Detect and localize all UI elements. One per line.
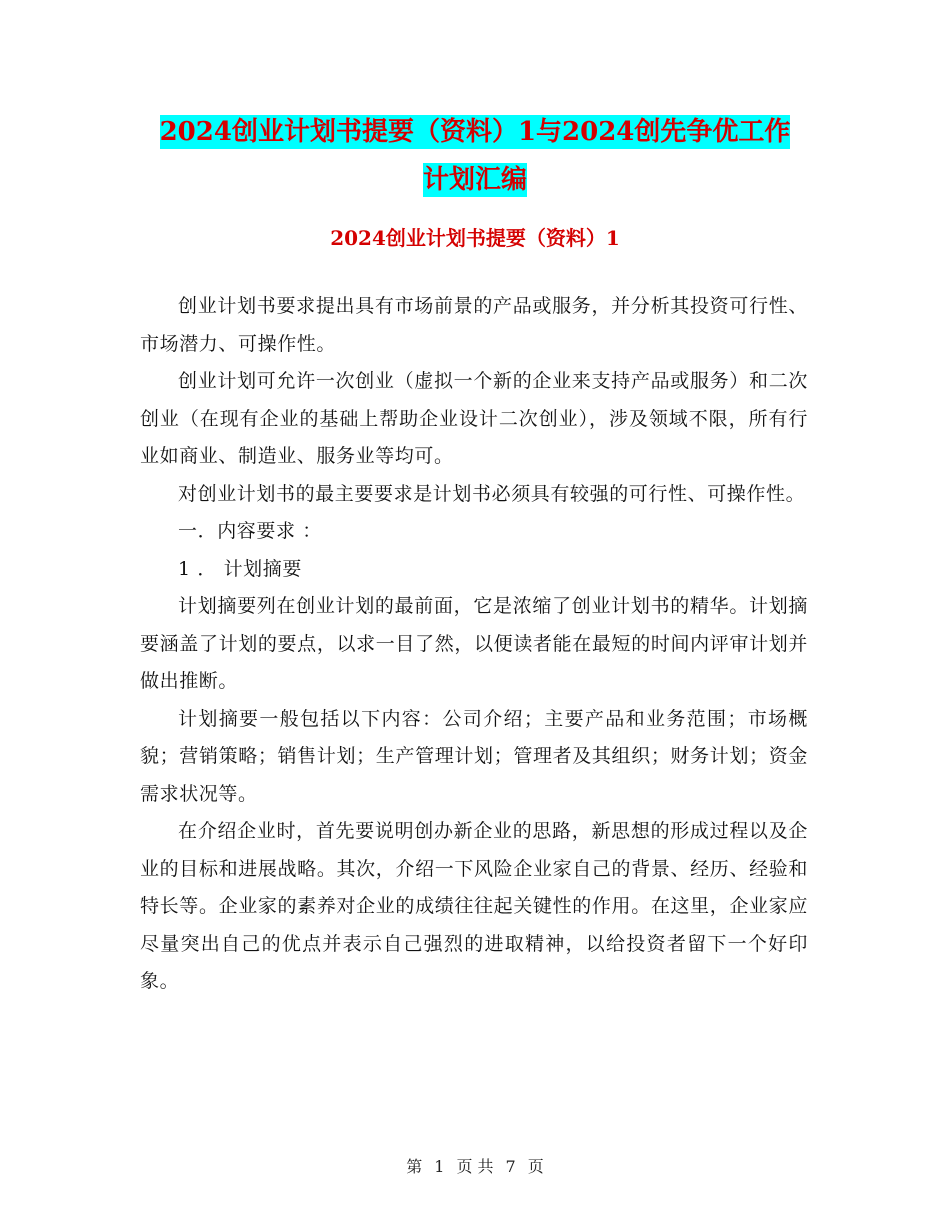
document-title <box>0 108 950 204</box>
paragraph: 计划摘要列在创业计划的最前面，它是浓缩了创业计划书的精华。计划摘要涵盖了计划的要点，以求一目了然，以便读者能在最短的时间内评审计划并做出推断。 <box>140 595 808 692</box>
heading-content-requirements: 一．内容要求 ： <box>178 520 322 542</box>
footer-suffix: 页 <box>527 1157 544 1176</box>
section-title: 2024创业计划书提要（资料）1 <box>330 226 620 250</box>
document-body <box>140 288 808 1001</box>
paragraph: 创业计划书要求提出具有市场前景的产品或服务，并分析其投资可行性、市场潜力、可操作性。 <box>140 295 808 355</box>
paragraph: 创业计划可允许一次创业（虚拟一个新的企业来支持产品或服务）和二次创业（在现有企业的基础上帮助企业设计二次创业），涉及领域不限，所有行业如商业、制造业、服务业等均可。 <box>140 370 808 467</box>
page-total: 7 <box>505 1157 516 1176</box>
document-title-line2: 计划汇编 <box>422 165 527 195</box>
heading-plan-summary: 1 ． 计划摘要 <box>178 557 302 580</box>
paragraph: 在介绍企业时，首先要说明创办新企业的思路，新思想的形成过程以及企业的目标和进展战略。其次，介绍一下风险企业家自己的背景、经历、经验和特长等。企业家的素养对企业的成绩往往起关键性的作用。在这里，企业家应尽量突出自己的优点并表示自己强烈的进取精神，以给投资者留下一个好印象。 <box>140 820 808 992</box>
page-number: 1 <box>434 1157 445 1176</box>
page-footer <box>0 1154 950 1177</box>
paragraph: 对创业计划书的最主要要求是计划书必须具有较强的可行性、可操作性。 <box>178 482 806 505</box>
paragraph: 计划摘要一般包括以下内容：公司介绍；主要产品和业务范围；市场概貌；营销策略；销售计划；生产管理计划；管理者及其组织；财务计划；资金需求状况等。 <box>140 707 808 805</box>
footer-middle: 页 共 <box>456 1157 494 1176</box>
footer-prefix: 第 <box>406 1157 423 1176</box>
document-title-line1: 2024创业计划书提要（资料）1与2024创先争优工作 <box>159 117 791 147</box>
